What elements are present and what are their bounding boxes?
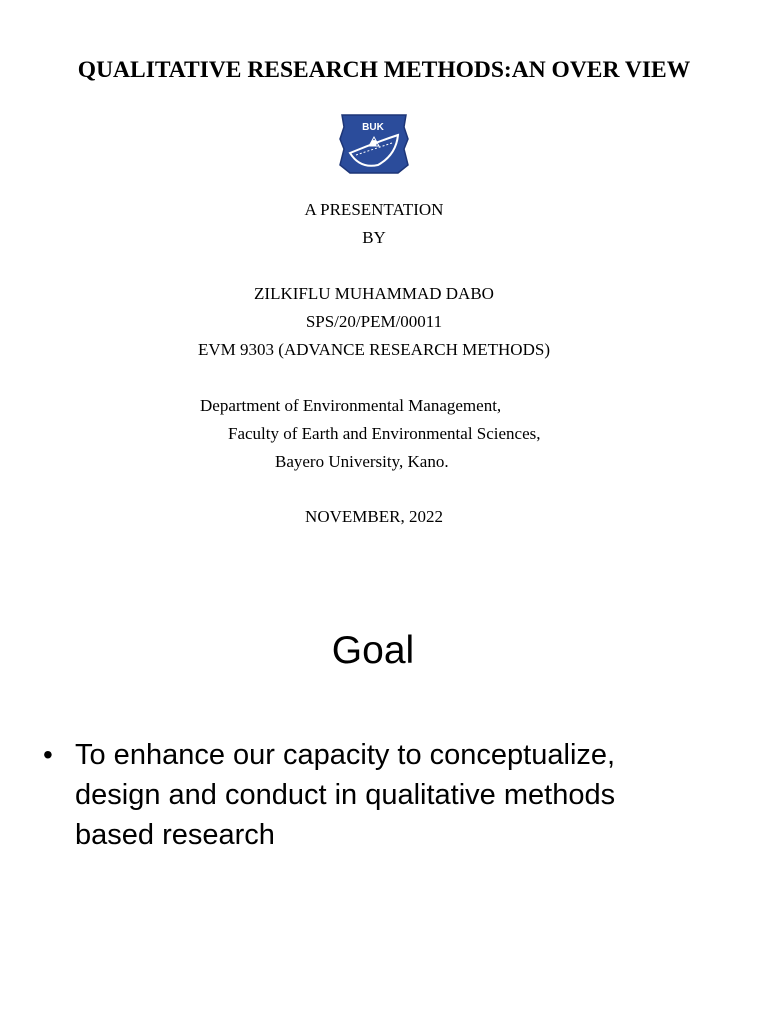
goal-heading: Goal: [331, 629, 415, 672]
department-line: Department of Environmental Management,: [200, 396, 502, 415]
course-code: EVM 9303 (ADVANCE RESEARCH METHODS): [198, 340, 550, 359]
document-title: QUALITATIVE RESEARCH METHODS:AN OVER VIEW: [77, 57, 691, 83]
bullet-dot-icon: •: [43, 739, 53, 770]
goal-bullet-item: [43, 735, 703, 855]
logo-text: BUK: [362, 122, 384, 133]
by-line: BY: [362, 228, 386, 247]
author-name: ZILKIFLU MUHAMMAD DABO: [254, 284, 494, 303]
university-line: Bayero University, Kano.: [275, 452, 449, 471]
presentation-line: A PRESENTATION: [304, 200, 444, 219]
goal-bullet-text: To enhance our capacity to conceptualize, design and conduct in qualitative methods based research: [75, 739, 616, 851]
presentation-date: NOVEMBER, 2022: [305, 507, 443, 526]
university-logo: [338, 113, 410, 175]
buk-crest-icon: [338, 113, 410, 175]
student-id: SPS/20/PEM/00011: [305, 312, 443, 331]
faculty-line: Faculty of Earth and Environmental Sciences,: [228, 424, 541, 443]
